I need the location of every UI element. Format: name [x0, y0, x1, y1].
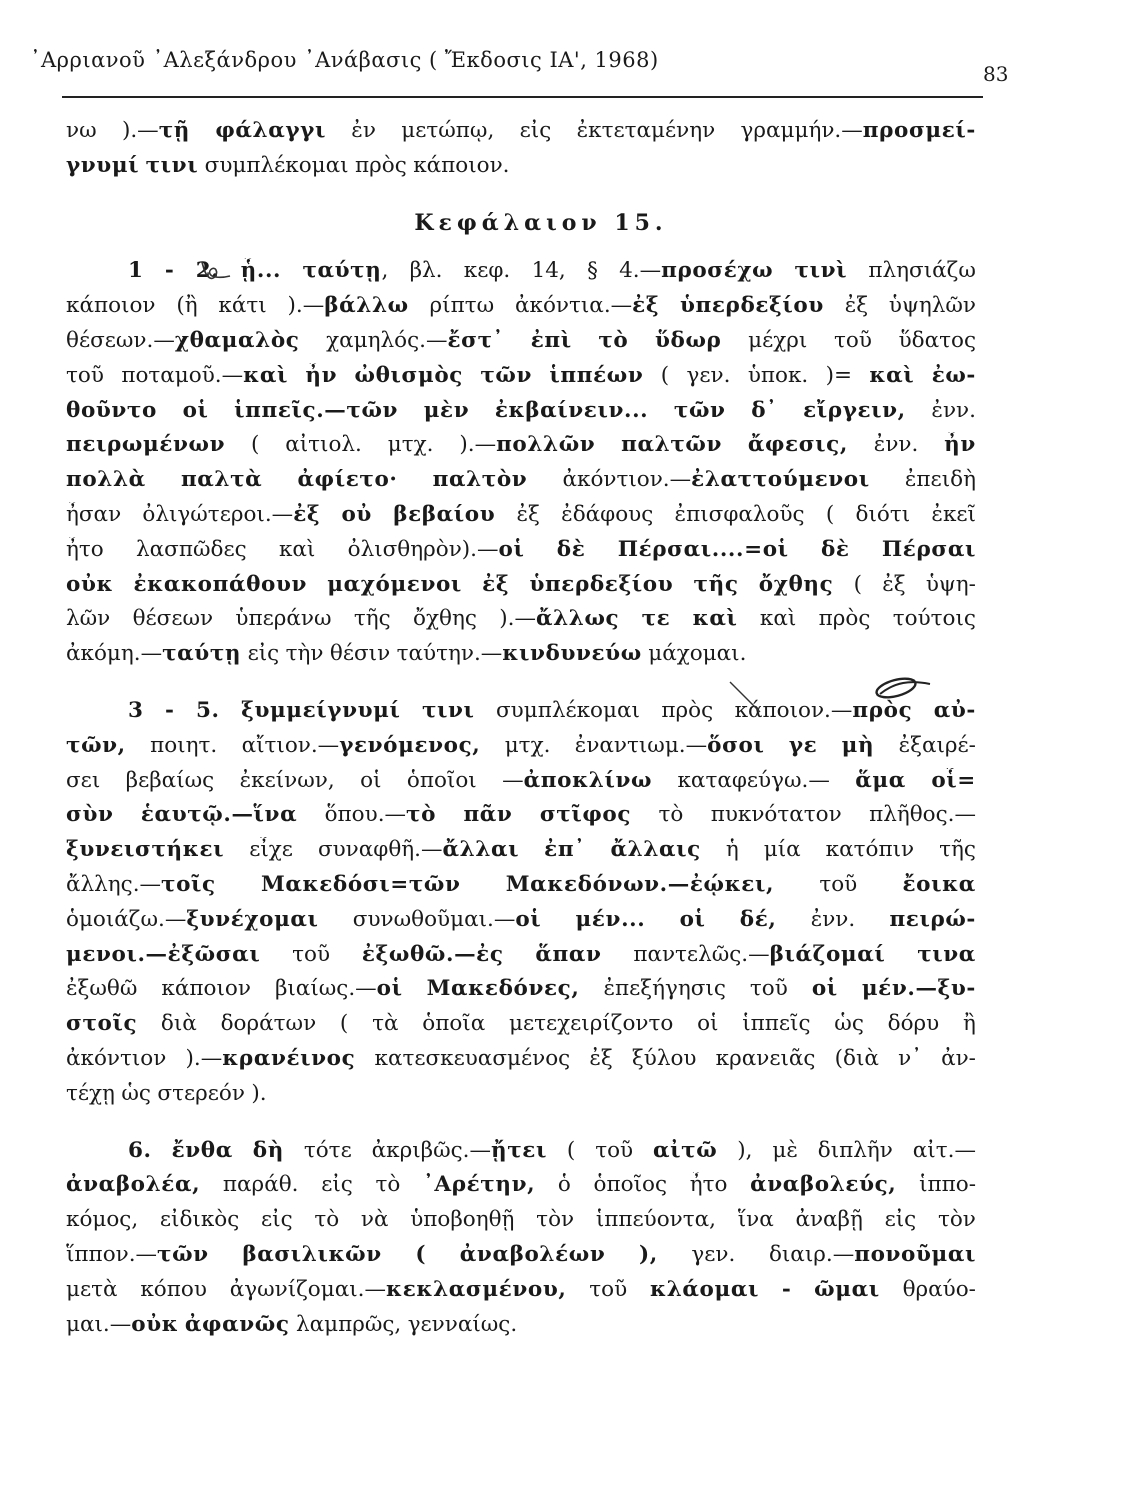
text-line: λῶν θέσεων ὑπεράνω τῆς ὄχθης ).—ἄλλως τε καὶ καὶ πρὸς τούτοις	[66, 606, 976, 632]
paragraph-6	[66, 1138, 976, 1347]
text-line: οὐκ ἐκακοπάθουν μαχόμενοι ἐξ ὑπερδεξίου τῆς ὄχθης ( ἐξ ὑψη-	[66, 571, 976, 597]
text-line: θοῦντο οἱ ἱππεῖς.—τῶν μὲν ἐκβαίνειν... τῶν δ᾽ εἴργειν, ἐνν.	[66, 397, 976, 423]
running-title: ᾽Αρριανοῦ ᾽Αλεξάνδρου ᾽Ανάβασις ( Ἔκδοσις ΙΑ', 1968)	[30, 48, 659, 72]
paragraph-intro	[66, 118, 976, 188]
text-line: γνυμί τινι συμπλέκομαι πρὸς κάποιον.	[66, 152, 510, 178]
text-line: πειρωμένων ( αἰτιολ. μτχ. ).—πολλῶν παλτῶν ἄφεσις, ἐνν. ἦν	[66, 432, 976, 458]
paragraph-3-5	[66, 698, 976, 1116]
text-line: 6. ἔνθα δὴ τότε ἀκριβῶς.—ᾔτει ( τοῦ αἰτῶ ), μὲ διπλῆν αἰτ.—	[128, 1137, 976, 1163]
text-line: τῶν, ποιητ. αἴτιον.—γενόμενος, μτχ. ἐναντιωμ.—ὅσοι γε μὴ ἐξαιρέ-	[66, 732, 976, 758]
text-line: 1 - 2. ᾗ... ταύτῃ, βλ. κεφ. 14, § 4.—προσέχω τινὶ πλησιάζω	[128, 258, 976, 284]
text-line: σει βεβαίως ἐκείνων, οἱ ὁποῖοι —ἀποκλίνω καταφεύγω.— ἅμα οἷ=	[66, 767, 976, 793]
text-line: τέχῃ ὡς στερεόν ).	[66, 1080, 267, 1106]
page-body	[66, 118, 976, 1346]
text-line: στοῖς διὰ δοράτων ( τὰ ὁποῖα μετεχειρίζοντο οἱ ἱππεῖς ὡς δόρυ ἢ	[66, 1011, 976, 1037]
chapter-heading: Κεφάλαιον 15.	[414, 209, 668, 236]
text-line: ὁμοιάζω.—ξυνέχομαι συνωθοῦμαι.—οἱ μέν... οἱ δέ, ἐνν. πειρώ-	[66, 906, 976, 932]
text-line: τοῦ ποταμοῦ.—καὶ ἦν ὠθισμὸς τῶν ἱππέων ( γεν. ὑποκ. )= καὶ ἐω-	[66, 362, 976, 388]
text-line: θέσεων.—χθαμαλὸς χαμηλός.—ἔστ᾽ ἐπὶ τὸ ὕδωρ μέχρι τοῦ ὕδατος	[66, 327, 976, 353]
page-number: 83	[983, 62, 1009, 86]
paragraph-1-2	[66, 258, 976, 676]
text-line: μετὰ κόπου ἀγωνίζομαι.—κεκλασμένου, τοῦ κλάομαι - ῶμαι θραύο-	[66, 1276, 976, 1302]
text-line: νω ).—τῇ φάλαγγι ἐν μετώπῳ, εἰς ἐκτεταμένην γραμμήν.—προσμεί-	[66, 118, 976, 143]
text-line: ἦσαν ὀλιγώτεροι.—ἐξ οὐ βεβαίου ἐξ ἐδάφους ἐπισφαλοῦς ( διότι ἐκεῖ	[66, 501, 976, 527]
text-line: μενοι.—ἐξῶσαι τοῦ ἐξωθῶ.—ἐς ἅπαν παντελῶς.—βιάζομαί τινα	[66, 941, 976, 967]
text-line: ἵππον.—τῶν βασιλικῶν ( ἀναβολέων ), γεν. διαιρ.—πονοῦμαι	[66, 1241, 976, 1267]
text-line: μαι.—οὐκ ἀφανῶς λαμπρῶς, γενναίως.	[66, 1311, 518, 1337]
text-line: ἄλλης.—τοῖς Μακεδόσι=τῶν Μακεδόνων.—ἐῴκει, τοῦ ἔοικα	[66, 871, 976, 897]
text-line: πολλὰ παλτὰ ἀφίετο· παλτὸν ἀκόντιον.—ἐλαττούμενοι ἐπειδὴ	[66, 467, 976, 493]
text-line: κόμος, εἰδικὸς εἰς τὸ νὰ ὑποβοηθῇ τὸν ἱππεύοντα, ἵνα ἀναβῇ εἰς τὸν	[66, 1207, 976, 1233]
text-line: ἀκόμη.—ταύτῃ εἰς τὴν θέσιν ταύτην.—κινδυνεύω μάχομαι.	[66, 641, 747, 667]
text-line: ἀκόντιον ).—κρανέινος κατεσκευασμένος ἐξ ξύλου κρανειᾶς (διὰ ν᾽ ἀν-	[66, 1045, 976, 1071]
header-rule	[62, 96, 983, 98]
text-line: κάποιον (ἢ κάτι ).—βάλλω ρίπτω ἀκόντια.—ἐξ ὑπερδεξίου ἐξ ὑψηλῶν	[66, 293, 976, 319]
text-line: ξυνειστήκει εἶχε συναφθῆ.—ἄλλαι ἐπ᾽ ἄλλαις ἡ μία κατόπιν τῆς	[66, 837, 976, 863]
text-line: σὺν ἑαυτῷ.—ἵνα ὅπου.—τὸ πᾶν στῖφος τὸ πυκνότατον πλῆθος.—	[66, 802, 976, 828]
text-line: ἐξωθῶ κάποιον βιαίως.—οἱ Μακεδόνες, ἐπεξήγησις τοῦ οἱ μέν.—ξυ-	[66, 976, 976, 1002]
text-line: ἦτο λασπῶδες καὶ ὀλισθηρὸν).—οἱ δὲ Πέρσαι....=οἱ δὲ Πέρσαι	[66, 536, 976, 562]
text-line: 3 - 5. ξυμμείγνυμί τινι συμπλέκομαι πρὸς κάποιον.—πρὸς αὐ-	[128, 697, 976, 723]
text-line: ἀναβολέα, παράθ. εἰς τὸ ᾽Αρέτην, ὁ ὁποῖος ἦτο ἀναβολεύς, ἱππο-	[66, 1172, 976, 1198]
